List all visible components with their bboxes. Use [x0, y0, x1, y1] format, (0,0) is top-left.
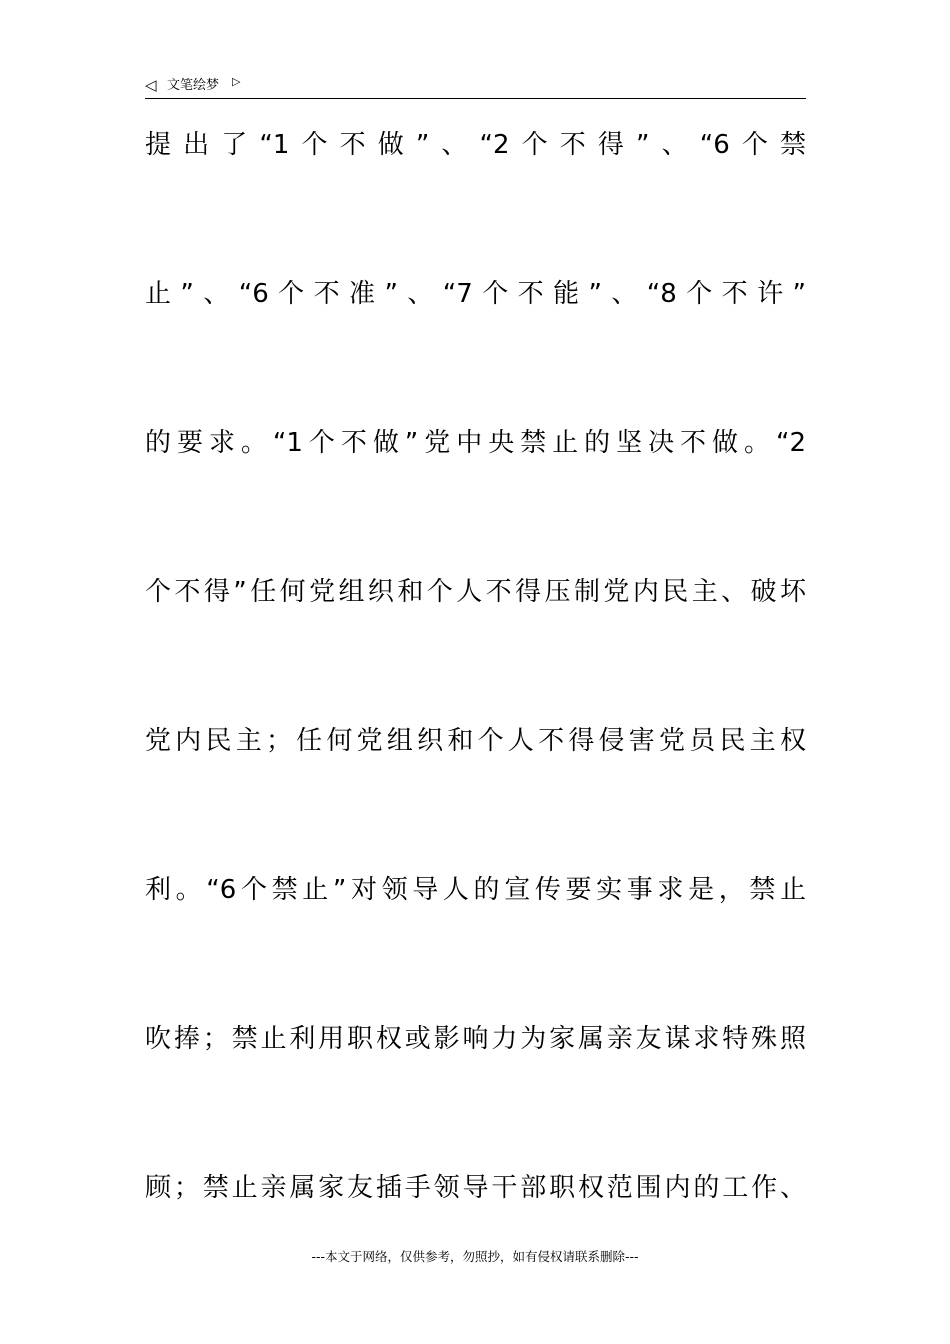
text-line: 党内民主；任何党组织和个人不得侵害党员民主权 — [145, 726, 806, 756]
footer-disclaimer: ---本文于网络，仅供参考，勿照抄，如有侵权请联系删除--- — [311, 1249, 639, 1264]
header-title: 文笔绘梦 — [167, 78, 220, 93]
text-line: 顾；禁止亲属家友插手领导干部职权范围内的工作、 — [145, 1173, 806, 1203]
text-line: 利。“6个禁止”对领导人的宣传要实事求是，禁止 — [145, 875, 806, 905]
text-line: 止”、“6个不准”、“7个不能”、“8个不许” — [145, 279, 806, 309]
left-triangle-icon: ◁ — [145, 76, 157, 94]
text-line: 提出了“1个不做”、“2个不得”、“6个禁 — [145, 130, 806, 160]
right-triangle-icon: ▷ — [232, 75, 241, 88]
text-line: 的要求。“1个不做”党中央禁止的坚决不做。“2 — [145, 428, 806, 458]
page-header — [145, 74, 806, 99]
text-line: 吹捧；禁止利用职权或影响力为家属亲友谋求特殊照 — [145, 1024, 806, 1054]
text-line: 个不得”任何党组织和个人不得压制党内民主、破坏 — [145, 577, 806, 607]
